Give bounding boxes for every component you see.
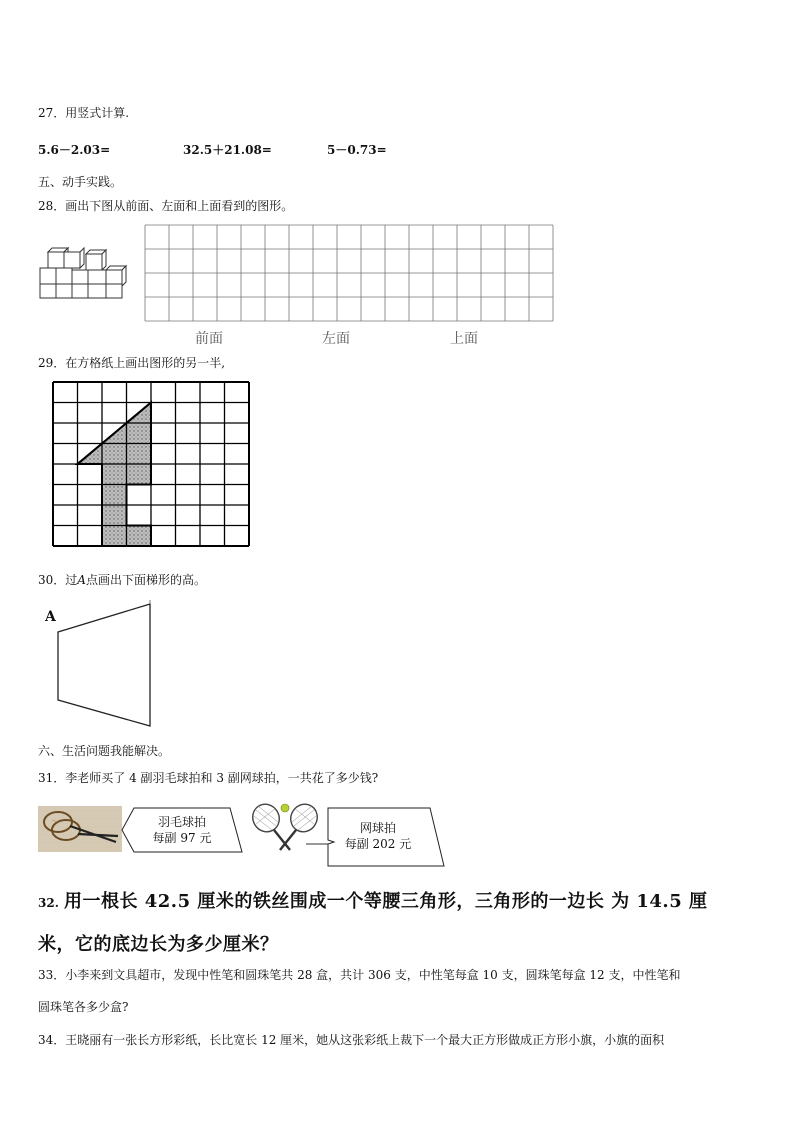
badminton-racket-image [38, 806, 122, 852]
badminton-name: 羽毛球拍 [157, 815, 206, 829]
q27-problem-2: 32.5＋21.08= [183, 143, 272, 157]
q27-problem-1: 5.6－2.03= [38, 143, 111, 157]
q28-cube-figure [38, 246, 130, 300]
q28-label-left: 左面 [322, 331, 350, 347]
q32-text-1: 用一根长 42.5 厘米的铁丝围成一个等腰三角形，三角形的一边长 为 14.5 厘 [63, 891, 708, 912]
q28-label-front: 前面 [195, 331, 223, 347]
badminton-info [134, 814, 230, 846]
q32-line-1 [38, 887, 708, 913]
badminton-price: 每副 97 元 [152, 831, 212, 845]
q27-label: 27．用竖式计算. [38, 106, 130, 120]
q28-label: 28．画出下图从前面、左面和上面看到的图形。 [38, 199, 294, 213]
q32-number: 32. [38, 896, 59, 910]
q29-grid-with-half-figure[interactable] [53, 382, 253, 548]
q30-label [38, 574, 206, 586]
q33-line-1: 33．小李来到文具超市，发现中性笔和圆珠笔共 28 盒，共计 306 支，中性笔每盒 10 支，圆珠笔每盒 12 支，中性笔和 [38, 968, 681, 982]
half-figure [78, 403, 152, 547]
q28-drawing-grid[interactable] [145, 225, 555, 323]
q34-line-1: 34．王晓丽有一张长方形彩纸，长比宽长 12 厘米，她从这张彩纸上裁下一个最大正方形做成正方形小旗，小旗的面积 [38, 1033, 665, 1047]
q29-label: 29．在方格纸上画出图形的另一半, [38, 356, 226, 370]
q30-vertex-a: A [45, 609, 56, 625]
q33-line-2: 圆珠笔各多少盒? [38, 1000, 129, 1014]
tennis-price: 每副 202 元 [344, 837, 412, 851]
tennis-name: 网球拍 [359, 821, 396, 835]
tennis-info [330, 820, 426, 852]
q32-line-2: 米，它的底边长为多少厘米？ [38, 934, 279, 955]
q28-label-top: 上面 [450, 331, 478, 347]
q30-trapezoid[interactable] [40, 600, 160, 732]
q30-label-var: A [77, 573, 86, 587]
q30-label-before: 30．过 [38, 573, 78, 587]
section-5-title: 五、动手实践。 [38, 175, 123, 189]
q31-label: 31．李老师买了 4 副羽毛球拍和 3 副网球拍，一共花了多少钱? [38, 771, 379, 785]
q30-label-after: 点画出下面梯形的高。 [85, 573, 206, 587]
section-6-title: 六、生活问题我能解决。 [38, 744, 171, 758]
q27-problem-3: 5－0.73= [327, 143, 387, 157]
